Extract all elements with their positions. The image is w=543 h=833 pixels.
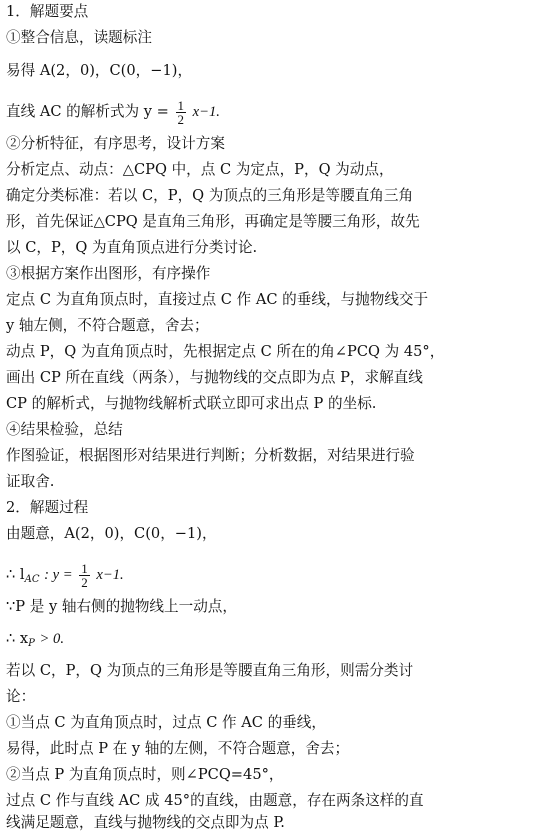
formula-line bbox=[6, 630, 64, 653]
formula-line bbox=[6, 95, 220, 129]
text-line: 形，首先保证△CPQ 是直角三角形，再确定是等腰三角形，故先 bbox=[6, 213, 420, 230]
text-line: 易得，此时点 P 在 y 轴的左侧，不符合题意，舍去； bbox=[6, 740, 350, 757]
text-line: 易得 A(2，0)，C(0，−1)， bbox=[6, 62, 193, 79]
formula-rest: > 0. bbox=[39, 631, 64, 647]
section-heading: 1．解题要点 bbox=[6, 3, 89, 20]
text-line: 以 C，P，Q 为直角顶点进行分类讨论. bbox=[6, 239, 258, 256]
text-line: ①当点 C 为直角顶点时，过点 C 作 AC 的垂线， bbox=[6, 714, 326, 731]
subheading: ①整合信息，读题标注 bbox=[6, 29, 152, 46]
text-line: y 轴左侧，不符合题意，舍去； bbox=[6, 317, 209, 334]
text-line: 过点 C 作与直线 AC 成 45°的直线，由题意，存在两条这样的直 bbox=[6, 792, 424, 809]
text-line: 定点 C 为直角顶点时，直接过点 C 作 AC 的垂线，与抛物线交于 bbox=[6, 291, 429, 308]
text-line: 分析定点、动点：△CPQ 中，点 C 为定点，P，Q 为动点， bbox=[6, 161, 394, 178]
formula-subscript: AC bbox=[24, 574, 40, 585]
section-heading: 2．解题过程 bbox=[6, 499, 89, 516]
fraction-denominator: 2 bbox=[177, 111, 185, 127]
subheading: ②分析特征，有序思考，设计方案 bbox=[6, 135, 225, 152]
formula-equals: : y = bbox=[44, 567, 73, 583]
formula-prefix: 直线 AC 的解析式为 y = bbox=[6, 103, 169, 120]
fraction bbox=[176, 99, 187, 126]
subheading: ④结果检验，总结 bbox=[6, 421, 123, 438]
text-line: CP 的解析式，与抛物线解析式联立即可求出点 P 的坐标. bbox=[6, 395, 377, 412]
text-line: 线满足题意，直线与抛物线的交点即为点 P. bbox=[6, 814, 285, 831]
text-line: 确定分类标准：若以 C，P，Q 为顶点的三角形是等腰直角三角 bbox=[6, 187, 414, 204]
text-line: 论： bbox=[6, 688, 36, 705]
subheading: ③根据方案作出图形，有序操作 bbox=[6, 265, 211, 282]
formula-prefix: ∴ x bbox=[6, 630, 29, 647]
formula-subscript: P bbox=[28, 638, 35, 649]
fraction-numerator: 1 bbox=[177, 97, 185, 113]
text-line: 证取舍. bbox=[6, 473, 55, 490]
text-line: 画出 CP 所在直线（两条），与抛物线的交点即为点 P，求解直线 bbox=[6, 369, 423, 386]
formula-rest: x−1. bbox=[192, 104, 220, 120]
text-line: ②当点 P 为直角顶点时，则∠PCQ=45°， bbox=[6, 766, 284, 783]
text-line: 动点 P，Q 为直角顶点时，先根据定点 C 所在的角∠PCQ 为 45°， bbox=[6, 343, 445, 360]
fraction-numerator: 1 bbox=[81, 560, 88, 576]
formula-line bbox=[6, 558, 124, 597]
fraction bbox=[79, 562, 90, 589]
text-line: 若以 C，P，Q 为顶点的三角形是等腰直角三角形，则需分类讨 bbox=[6, 662, 414, 679]
text-line: 作图验证，根据图形对结果进行判断；分析数据，对结果进行验 bbox=[6, 447, 415, 464]
fraction-denominator: 2 bbox=[81, 574, 88, 590]
formula-rest: x−1. bbox=[96, 567, 124, 583]
text-line: 由题意，A(2，0)，C(0，−1)， bbox=[6, 525, 217, 542]
text-line: ∵P 是 y 轴右侧的抛物线上一动点， bbox=[6, 598, 237, 615]
formula-prefix: ∴ l bbox=[6, 566, 25, 583]
